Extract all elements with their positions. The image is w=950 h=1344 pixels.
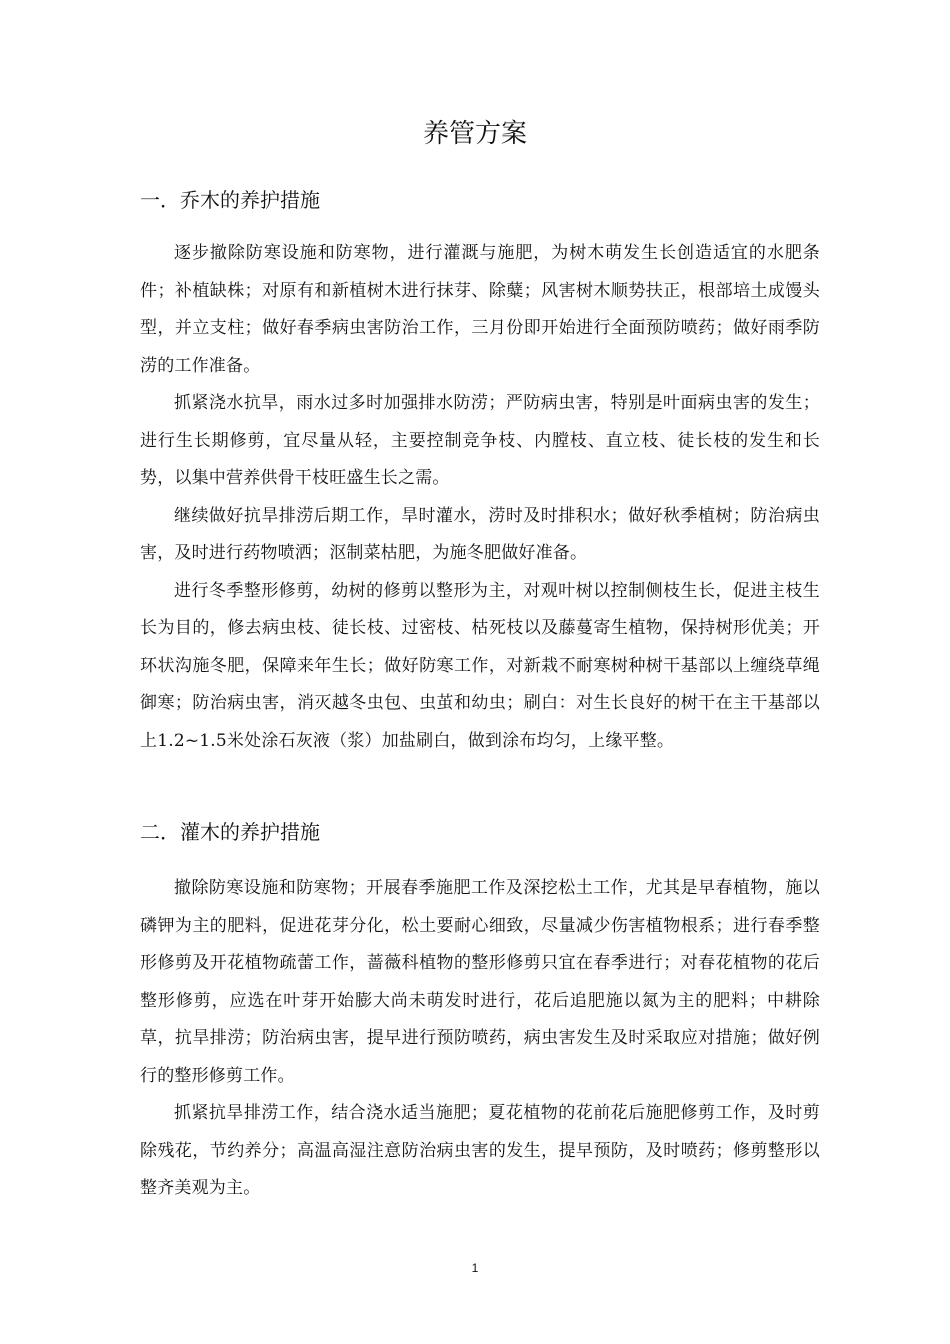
paragraph: 进行冬季整形修剪，幼树的修剪以整形为主，对观叶树以控制侧枝生长，促进主枝生长为目的，修去病虫枝、徒长枝、过密枝、枯死枝以及藤蔓寄生植物，保持树形优美；开环状沟施冬肥，保障来年生长；做好防寒工作，对新栽不耐寒树种树干基部以上缠绕草绳御寒；防治病虫害，消灭越冬虫包、虫茧和幼虫；刷白：对生长良好的树干在主干基部以上1.2~1.5米处涂石灰液（浆）加盐刷白，做到涂布均匀，上缘平整。 — [140, 580, 820, 751]
section-heading-shrubs: 二．灌木的养护措施 — [140, 820, 320, 844]
paragraph: 逐步撤除防寒设施和防寒物，进行灌溉与施肥，为树木萌发生长创造适宜的水肥条件；补植缺株；对原有和新植树木进行抹芽、除糵；风害树木顺势扶正，根部培土成馒头型，并立支柱；做好春季病虫害防治工作，三月份即开始进行全面预防喷药；做好雨季防涝的工作准备。 — [140, 243, 820, 376]
paragraph: 抓紧抗旱排涝工作，结合浇水适当施肥；夏花植物的花前花后施肥修剪工作，及时剪除残花，节约养分；高温高湿注意防治病虫害的发生，提早预防，及时喷药；修剪整形以整齐美观为主。 — [140, 1103, 820, 1198]
section-body-shrubs — [140, 870, 820, 1208]
section-body-trees — [140, 235, 820, 760]
document-title: 养管方案 — [422, 119, 527, 149]
section-heading-trees: 一．乔木的养护措施 — [140, 188, 320, 212]
page-number: 1 — [471, 1261, 479, 1275]
paragraph: 抓紧浇水抗旱，雨水过多时加强排水防涝；严防病虫害，特别是叶面病虫害的发生；进行生长期修剪，宜尽量从轻，主要控制竞争枝、内膛枝、直立枝、徒长枝的发生和长势，以集中营养供骨干枝旺盛生长之需。 — [140, 393, 820, 488]
paragraph: 继续做好抗旱排涝后期工作，旱时灌水，涝时及时排积水；做好秋季植树；防治病虫害，及时进行药物喷洒；沤制菜枯肥，为施冬肥做好准备。 — [140, 505, 820, 563]
paragraph: 撤除防寒设施和防寒物；开展春季施肥工作及深挖松土工作，尤其是早春植物，施以磷钾为主的肥料，促进花芽分化，松土要耐心细致，尽量减少伤害植物根系；进行春季整形修剪及开花植物疏蕾工作，蔷薇科植物的整形修剪只宜在春季进行；对春花植物的花后整形修剪，应选在叶芽开始膨大尚未萌发时进行，花后追肥施以氮为主的肥料；中耕除草，抗旱排涝；防治病虫害，提早进行预防喷药，病虫害发生及时采取应对措施；做好例行的整形修剪工作。 — [140, 878, 820, 1086]
